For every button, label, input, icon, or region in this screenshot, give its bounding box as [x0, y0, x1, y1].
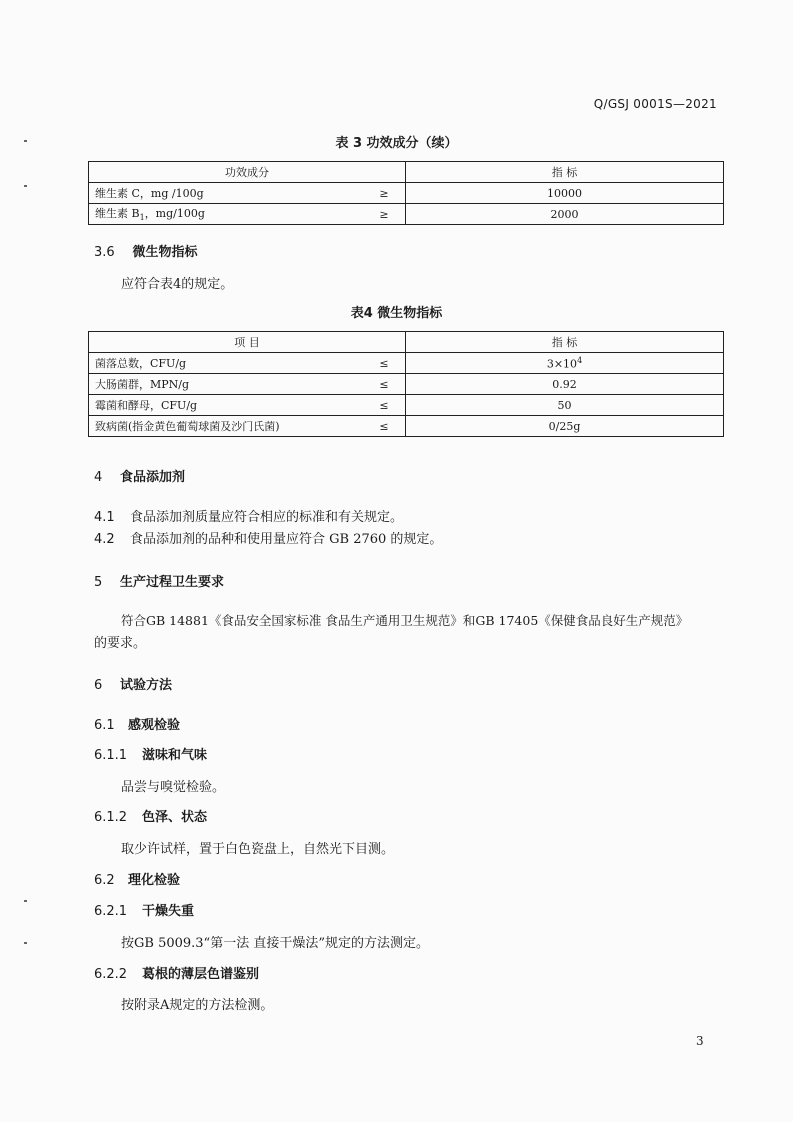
- table-cell-symbol: ≤: [363, 416, 406, 437]
- section-title: 理化检验: [128, 873, 181, 888]
- clause-4-2: [94, 528, 442, 547]
- table-cell-name: 维生素 C，mg /100g: [89, 183, 364, 204]
- section-title: 感观检验: [128, 718, 181, 733]
- superscript: 4: [577, 355, 583, 365]
- section-title: 色泽、状态: [142, 810, 208, 825]
- table-cell-symbol: ≤: [363, 353, 406, 374]
- table-cell-symbol: ≥: [363, 204, 406, 225]
- section-number: 6.1.1: [94, 748, 128, 763]
- table-row: [89, 183, 724, 204]
- clause-text: 食品添加剂质量应符合相应的标准和有关规定。: [130, 510, 404, 525]
- table-row: [89, 204, 724, 225]
- table-cell-value: 2000: [406, 204, 724, 225]
- name-text: ，mg/100g: [144, 207, 205, 221]
- value-text: 3×10: [546, 357, 578, 371]
- table-cell-name: 菌落总数，CFU/g: [89, 353, 364, 374]
- table-cell-value: 10000: [406, 183, 724, 204]
- section-4-heading: [94, 466, 185, 485]
- section-title: 滋味和气味: [142, 748, 208, 763]
- section-title: 葛根的薄层色谱鉴别: [142, 967, 260, 982]
- table-cell-symbol: ≥: [363, 183, 406, 204]
- name-text: 维生素 B: [95, 207, 140, 221]
- section-6-2-2-heading: [94, 963, 259, 982]
- table-cell-value: 0.92: [406, 374, 724, 395]
- paragraph: 符合GB 14881《食品安全国家标准 食品生产通用卫生规范》和GB 17405《保健食品良好生产规范》: [121, 613, 689, 628]
- section-6-1-1-heading: [94, 744, 207, 763]
- table-cell-symbol: ≤: [363, 395, 406, 416]
- table-header-cell: 项 目: [89, 332, 406, 353]
- section-number: 6.2: [94, 873, 115, 888]
- section-title: 试验方法: [120, 678, 173, 693]
- section-number: 6.1.2: [94, 810, 128, 825]
- section-number: 4: [94, 470, 103, 485]
- section-6-1-heading: [94, 714, 180, 733]
- table-header-row: [89, 332, 724, 353]
- section-number: 6: [94, 678, 103, 693]
- scan-mark: [24, 185, 27, 187]
- section-6-2-1-heading: [94, 900, 194, 919]
- table-cell-name: 霉菌和酵母，CFU/g: [89, 395, 364, 416]
- section-number: 5: [94, 575, 103, 590]
- table-row: [89, 374, 724, 395]
- subscript: 1: [139, 213, 145, 223]
- section-title: 食品添加剂: [120, 470, 186, 485]
- section-title: 微生物指标: [132, 245, 198, 260]
- section-6-heading: [94, 674, 172, 693]
- section-number: 6.2.1: [94, 904, 128, 919]
- table4-title: 表4 微生物指标: [350, 306, 443, 321]
- table-row: [89, 416, 724, 437]
- table-header-cell: 指 标: [406, 332, 724, 353]
- section-title: 干燥失重: [142, 904, 195, 919]
- section-5-heading: [94, 571, 224, 590]
- paragraph: 应符合表4的规定。: [121, 277, 234, 292]
- table-header-cell: 指 标: [406, 162, 724, 183]
- table-header-row: [89, 162, 724, 183]
- page-number: 3: [696, 1034, 704, 1048]
- clause-number: 4.2: [94, 532, 115, 547]
- clause-text: 食品添加剂的品种和使用量应符合 GB 2760 的规定。: [130, 532, 443, 547]
- scan-mark: [24, 942, 27, 944]
- table3: [88, 161, 724, 225]
- table-cell-name: 致病菌(指金黄色葡萄球菌及沙门氏菌): [89, 416, 364, 437]
- table3-title: 表 3 功效成分（续）: [335, 136, 458, 151]
- table-header-cell: 功效成分: [89, 162, 406, 183]
- section-6-1-2-heading: [94, 806, 207, 825]
- clause-number: 4.1: [94, 510, 115, 525]
- section-number: 6.1: [94, 718, 115, 733]
- table-row: [89, 395, 724, 416]
- table4: [88, 331, 724, 437]
- table-row: [89, 353, 724, 374]
- paragraph: 按附录A规定的方法检测。: [121, 998, 274, 1013]
- section-title: 生产过程卫生要求: [120, 575, 225, 590]
- table-cell-value: 50: [406, 395, 724, 416]
- standard-code: Q/GSJ 0001S—2021: [593, 97, 717, 111]
- table-cell-name: 大肠菌群，MPN/g: [89, 374, 364, 395]
- section-3-6-heading: [94, 241, 198, 260]
- table-cell-value: [406, 353, 724, 374]
- section-number: 3.6: [94, 245, 115, 260]
- paragraph: 取少许试样，置于白色瓷盘上，自然光下目测。: [121, 842, 395, 857]
- table-cell-name: [89, 204, 364, 225]
- paragraph: 按GB 5009.3“第一法 直接干燥法”规定的方法测定。: [121, 936, 429, 951]
- table-cell-value: 0/25g: [406, 416, 724, 437]
- clause-4-1: [94, 506, 403, 525]
- paragraph: 品尝与嗅觉检验。: [121, 780, 226, 795]
- scan-mark: [24, 900, 27, 902]
- section-number: 6.2.2: [94, 967, 128, 982]
- paragraph: 的要求。: [94, 636, 147, 651]
- section-6-2-heading: [94, 869, 180, 888]
- table-cell-symbol: ≤: [363, 374, 406, 395]
